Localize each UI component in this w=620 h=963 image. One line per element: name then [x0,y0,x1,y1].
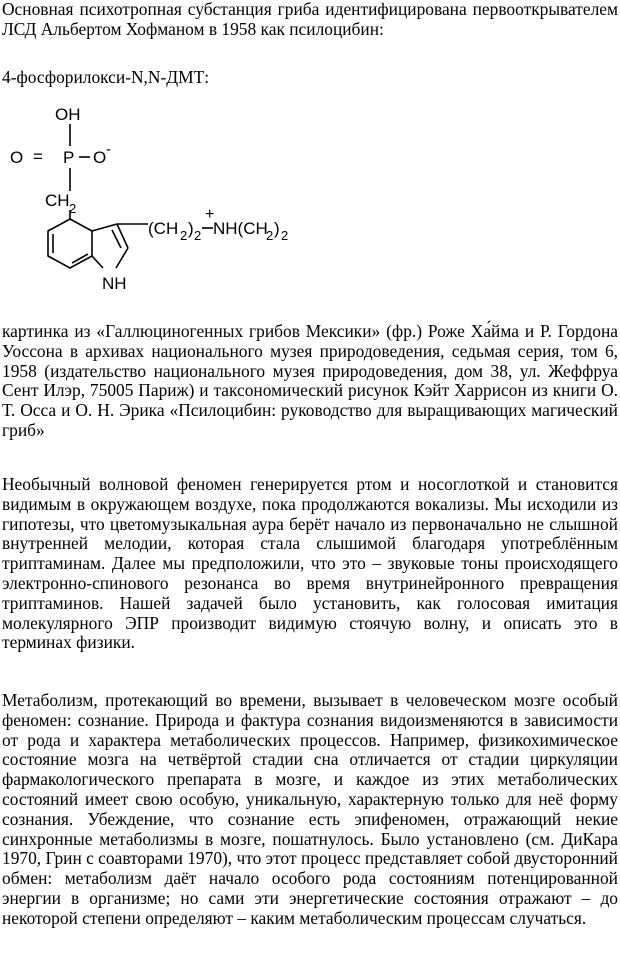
formula-chain-open: (CH [148,219,179,238]
benzene-ring [48,219,92,268]
pyrrole-bond-1 [92,224,117,231]
formula-double-bond: = [33,147,43,166]
formula-chain-count: 2 [194,228,202,243]
formula-methyl-close: ) [274,219,280,238]
formula-p: P [63,148,75,167]
formula-nh-ring: NH [102,274,127,293]
formula-o-right: O [93,148,107,167]
formula-nh-chain: NH(CH [213,219,268,238]
paragraph-image-credit: картинка из «Галлюциногенных грибов Мексики» (фр.) Роже Ха́йма и Р. Гордона Уоссона в архивах национального музея природоведения, седьмая серия, том 6, 1958 (издательство национального музея природоведения, дом 38, ул. Жеффруа Сент Илэр, 75005 Париж) и таксономический рисунок Кэйт Харрисон из книги О. Т. Осса и О. Н. Эрика «Псилоцибин: руководство для выращивающих магический гриб» [2,321,618,440]
pyrrole-double-bond [112,230,121,248]
formula-chain-sub: 2 [180,228,188,243]
psilocybin-structural-formula [0,96,320,311]
formula-oh: OH [55,105,81,124]
formula-methyl-sub: 2 [266,228,274,243]
formula-o-left: O [10,148,24,167]
formula-chain-close: ) [188,219,194,238]
formula-ch-sub: 2 [69,201,77,216]
paragraph-metabolism: Метаболизм, протекающий во времени, вызывает в человеческом мозге особый феномен: сознание. Природа и фактура сознания видоизменяются в зависимости от рода и характера метаболических процессов. Например, физикохимическое состояние мозга на четвёртой стадии сна отличается от стадии циркуляции фармакологического препарата в мозге, и каждое из этих метаболических состояний имеет свою особую, уникальную, характерную только для неё форму сознания. Убеждение, что сознание есть эпифеномен, отражающий некие синхронные метаболизмы в мозге, пошатнулось. Было установлено (см. ДиКара 1970, Грин с соавторами 1970), что этот процесс представляет собой двусторонний обмен: метаболизм даёт начало особого рода состояниям потенцированной энергии в организме; но сами эти энергетические состояния отражают – до некоторой степени определяют – каким метаболическим процессам случаться. [2,690,618,928]
paragraph-intro: Основная психотропная субстанция гриба идентифицирована первооткрывателем ЛСД Альбертом Хофманом в 1958 как псилоцибин: [2,0,618,39]
formula-ch: CH [45,191,70,210]
formula-methyl-count: 2 [281,228,289,243]
pyrrole-bond-4 [92,256,103,268]
formula-plus: + [205,206,215,223]
pyrrole-bond-3 [116,248,128,268]
formula-minus: - [106,141,111,158]
paragraph-wave-phenomenon: Необычный волновой феномен генерируется ртом и носоглоткой и становится видимым в окружающем воздухе, пока продолжаются вокализы. Мы исходили из гипотезы, что цветомузыкальная аура берёт начало из первоначально не слышной внутренней мелодии, которая стала слышимой благодаря употреблённым триптаминам. Далее мы предположили, что это – звуковые тоны происходящего электронно-спинового резонанса во время внутринейронного превращения триптаминов. Нашей задачей было установить, как голосовая имитация молекулярного ЭПР производит видимую стоячую волну, и описать это в терминах физики. [2,474,618,653]
paragraph-chemical-name: 4-фосфорилокси-N,N-ДМТ: [2,67,210,87]
